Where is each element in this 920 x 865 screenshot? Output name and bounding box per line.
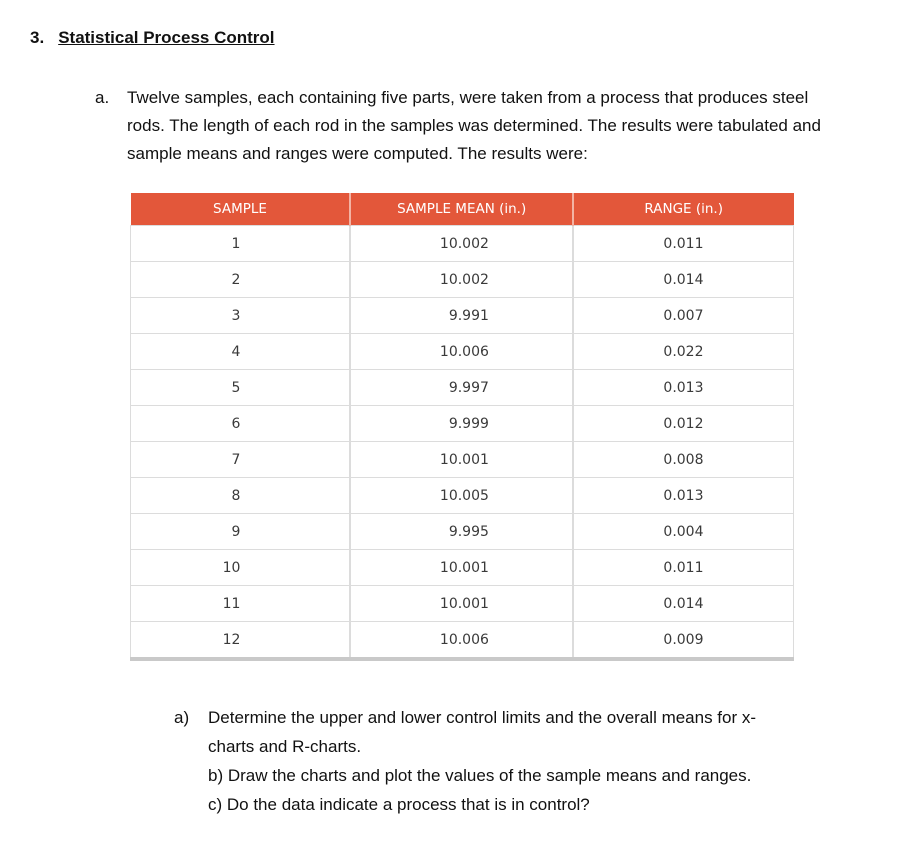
question-a-line2: charts and R-charts. (208, 737, 362, 756)
range-cell: 0.013 (573, 478, 794, 514)
section-number: 3. (30, 28, 45, 47)
table-header-row (131, 193, 794, 226)
sample-mean-cell: 10.001 (350, 550, 572, 586)
sample-number-cell: 8 (131, 478, 351, 514)
sample-number-cell: 11 (131, 586, 351, 622)
sample-number-cell: 4 (131, 334, 351, 370)
problem-text: Twelve samples, each containing five parts, were taken from a process that produces steel rods. The length of each rod in the samples was determined. The results were tabulated and sample means and ranges were computed. The results were: (127, 88, 821, 163)
question-a (174, 703, 834, 732)
question-a-marker: a) (174, 708, 190, 727)
sample-mean-cell: 9.999 (350, 406, 572, 442)
sample-number-cell: 3 (131, 298, 351, 334)
range-cell: 0.013 (573, 370, 794, 406)
sample-mean-cell: 10.002 (350, 262, 572, 298)
table-row (131, 370, 794, 406)
sample-number-cell: 2 (131, 262, 351, 298)
range-cell: 0.011 (573, 226, 794, 262)
sample-number-cell: 1 (131, 226, 351, 262)
sample-mean-cell: 10.001 (350, 442, 572, 478)
sample-number-cell: 9 (131, 514, 351, 550)
section-heading (30, 28, 275, 48)
range-cell: 0.004 (573, 514, 794, 550)
sample-mean-cell: 9.995 (350, 514, 572, 550)
sample-mean-cell: 10.006 (350, 622, 572, 660)
sample-number-cell: 12 (131, 622, 351, 660)
sample-mean-cell: 9.991 (350, 298, 572, 334)
table-row (131, 586, 794, 622)
question-b: b) Draw the charts and plot the values of the sample means and ranges. (208, 766, 752, 785)
range-cell: 0.014 (573, 262, 794, 298)
question-list (174, 703, 834, 819)
sample-data-table (130, 193, 794, 661)
table-row (131, 442, 794, 478)
sample-mean-cell: 10.005 (350, 478, 572, 514)
sample-mean-cell: 10.001 (350, 586, 572, 622)
range-cell: 0.014 (573, 586, 794, 622)
sample-number-cell: 7 (131, 442, 351, 478)
sample-mean-cell: 10.006 (350, 334, 572, 370)
table-row (131, 550, 794, 586)
table-row (131, 226, 794, 262)
table-row (131, 478, 794, 514)
sample-number-cell: 6 (131, 406, 351, 442)
table-row (131, 406, 794, 442)
table-row (131, 298, 794, 334)
table-row (131, 334, 794, 370)
range-cell: 0.007 (573, 298, 794, 334)
range-cell: 0.012 (573, 406, 794, 442)
range-cell: 0.009 (573, 622, 794, 660)
sample-number-cell: 5 (131, 370, 351, 406)
table-body (131, 226, 794, 660)
header-range: RANGE (in.) (573, 193, 794, 226)
problem-marker: a. (95, 88, 110, 107)
table-row (131, 262, 794, 298)
sample-mean-cell: 9.997 (350, 370, 572, 406)
question-a-line1: Determine the upper and lower control limits and the overall means for x- (208, 708, 757, 727)
range-cell: 0.022 (573, 334, 794, 370)
section-title: Statistical Process Control (58, 28, 275, 47)
question-c: c) Do the data indicate a process that is in control? (208, 795, 590, 814)
header-sample: SAMPLE (131, 193, 351, 226)
table-row (131, 622, 794, 660)
sample-mean-cell: 10.002 (350, 226, 572, 262)
sample-number-cell: 10 (131, 550, 351, 586)
range-cell: 0.011 (573, 550, 794, 586)
header-sample-mean: SAMPLE MEAN (in.) (350, 193, 572, 226)
range-cell: 0.008 (573, 442, 794, 478)
problem-statement (95, 84, 835, 168)
table-row (131, 514, 794, 550)
